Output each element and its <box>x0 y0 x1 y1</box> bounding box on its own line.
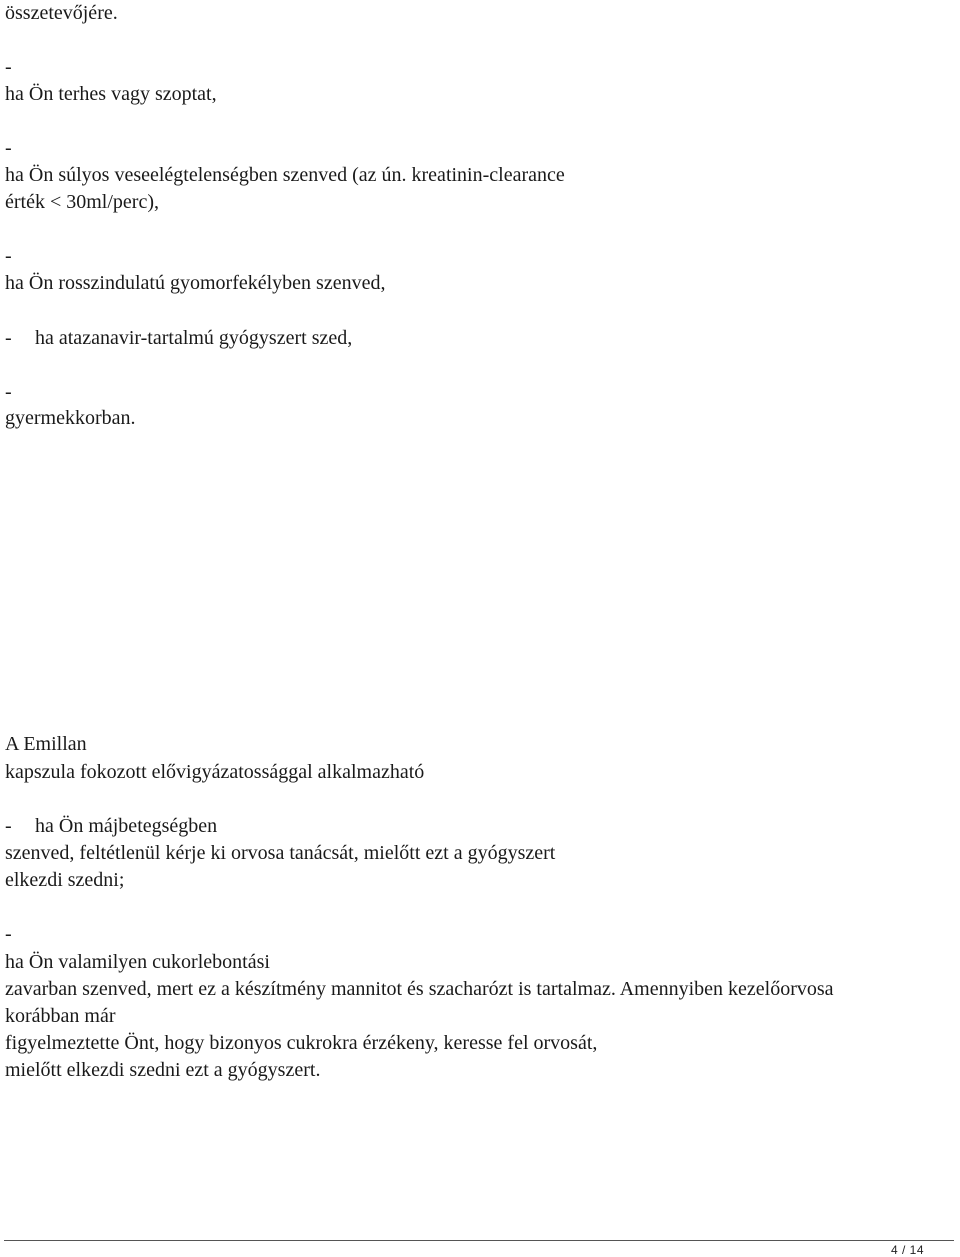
list-item-text: mielőtt elkezdi szedni ezt a gyógyszert. <box>5 1059 321 1081</box>
list-dash: - <box>5 327 12 349</box>
list-dash: - <box>5 923 12 945</box>
list-item-text: szenved, feltétlenül kérje ki orvosa tanácsát, mielőtt ezt a gyógyszert <box>5 842 556 864</box>
list-item-text: ha Ön súlyos veseelégtelenségben szenved (az ún. kreatinin-clearance <box>5 164 565 186</box>
list-item-text: gyermekkorban. <box>5 407 136 429</box>
list-item-text: figyelmeztette Önt, hogy bizonyos cukrokra érzékeny, keresse fel orvosát, <box>5 1032 598 1054</box>
page-number: 4 / 14 <box>890 1243 924 1257</box>
list-dash: - <box>5 56 12 78</box>
list-item-text: ha Ön terhes vagy szoptat, <box>5 83 217 105</box>
list-item-text: zavarban szenved, mert ez a készítmény mannitot és szacharózt is tartalmaz. Amennyiben kezelőorvosa <box>5 978 834 1000</box>
list-item <box>5 328 352 348</box>
list-item-text: ha Ön rosszindulatú gyomorfekélyben szenved, <box>5 272 386 294</box>
footer-divider <box>4 1240 954 1241</box>
list-dash: - <box>5 245 12 267</box>
list-item <box>5 816 217 836</box>
caution-intro: kapszula fokozott elővigyázatossággal alkalmazható <box>5 761 425 783</box>
paragraph-fragment: összetevőjére. <box>5 2 118 24</box>
list-item-text: korábban már <box>5 1005 116 1027</box>
list-dash: - <box>5 815 12 837</box>
caution-heading: A Emillan <box>5 733 87 755</box>
list-item-text: ha atazanavir-tartalmú gyógyszert szed, <box>35 327 353 349</box>
list-dash: - <box>5 137 12 159</box>
list-item-text: ha Ön valamilyen cukorlebontási <box>5 951 270 973</box>
list-item-text: elkezdi szedni; <box>5 869 125 891</box>
list-item-text: érték < 30ml/perc), <box>5 191 159 213</box>
list-dash: - <box>5 381 12 403</box>
list-item-text: ha Ön májbetegségben <box>35 815 218 837</box>
